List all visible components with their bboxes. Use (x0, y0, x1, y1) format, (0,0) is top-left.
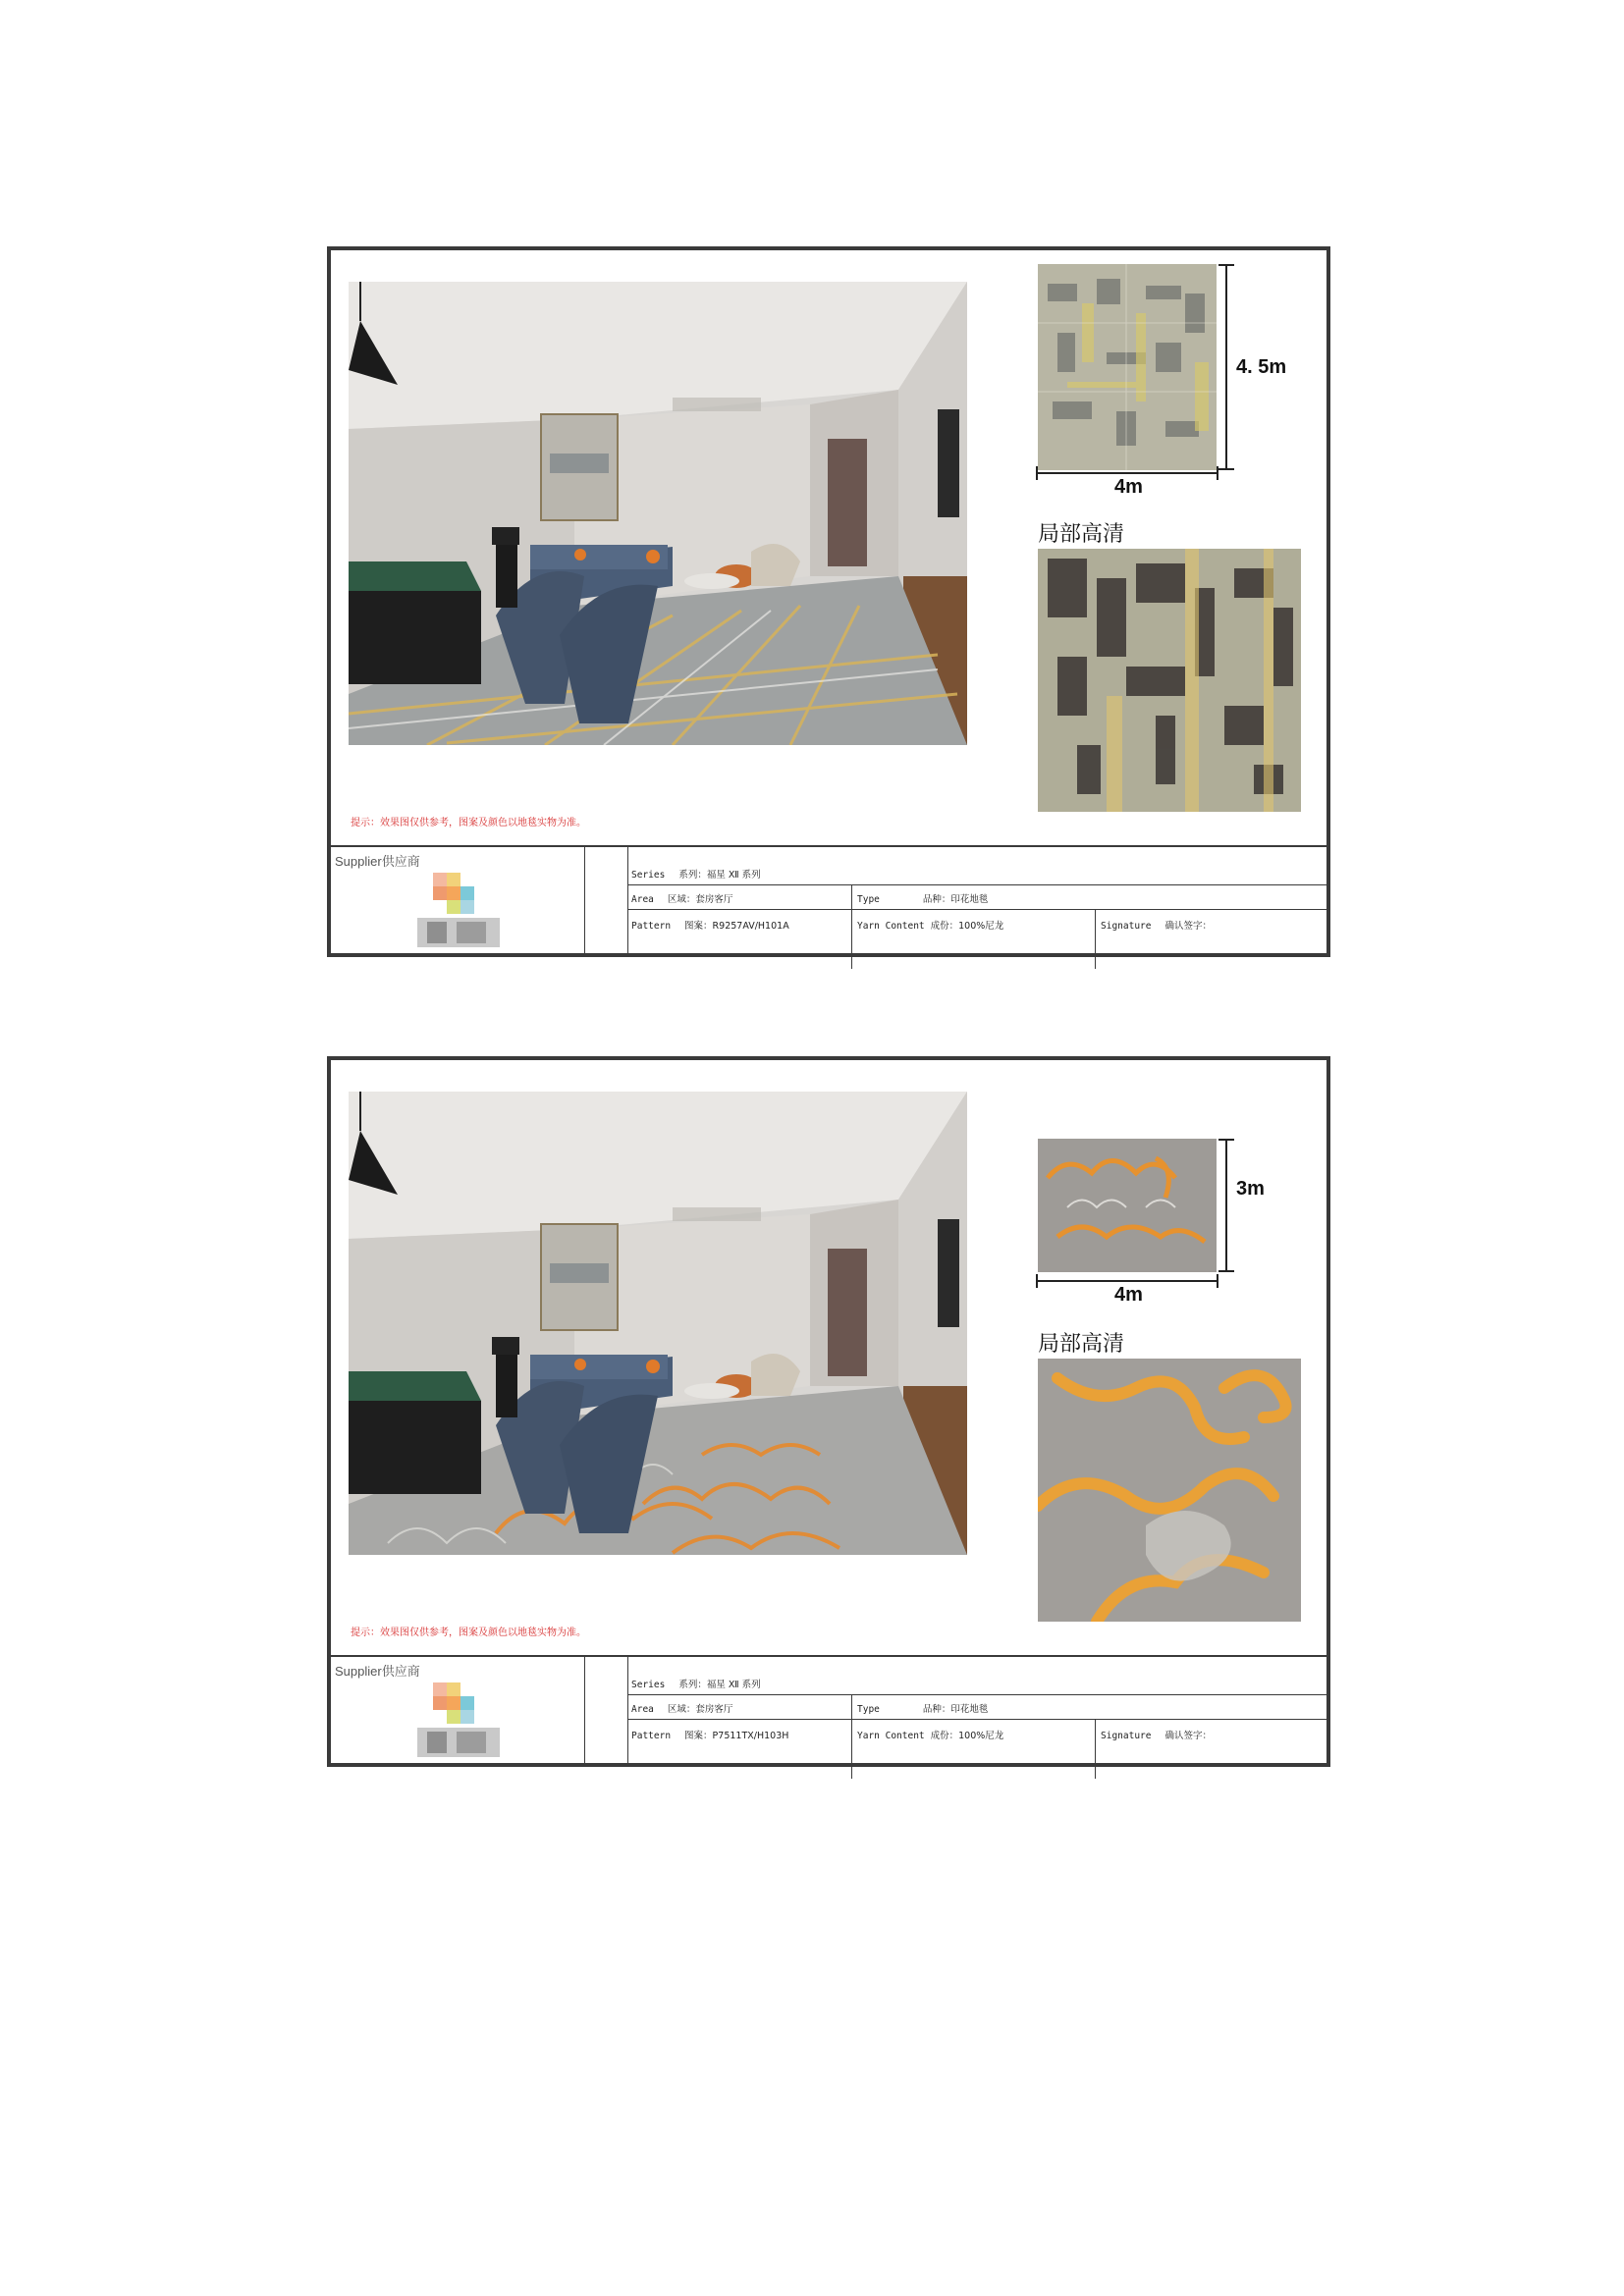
dimension-tick (1217, 466, 1218, 480)
signature-label: Signature (1101, 921, 1152, 932)
carpet-spec-sheet-2 (327, 1056, 1330, 1767)
supplier-label: Supplier供应商 (335, 1664, 420, 1679)
dimension-tick (1218, 1270, 1234, 1272)
signature-value[interactable]: 确认签字： (1164, 1731, 1212, 1741)
width-dimension-label: 4m (1114, 476, 1143, 498)
signature-field[interactable] (1101, 1728, 1212, 1741)
area-value: 区域：套房客厅 (667, 1704, 733, 1715)
supplier-cell (331, 1657, 585, 1763)
type-label: Type (857, 894, 880, 905)
detail-heading: 局部高清 (1038, 1332, 1125, 1357)
supplier-cell (331, 847, 585, 953)
series-field (631, 867, 761, 881)
series-label: Series (631, 1680, 666, 1690)
area-value: 区域：套房客厅 (667, 894, 733, 905)
type-field (857, 1701, 988, 1715)
type-label: Type (857, 1704, 880, 1715)
width-dimension-line (1036, 472, 1218, 474)
height-dimension-line (1225, 1139, 1227, 1272)
carpet-swatch-full (1038, 1139, 1217, 1272)
area-field (631, 891, 732, 905)
room-render-image (349, 1092, 967, 1555)
area-field (631, 1701, 732, 1715)
dimension-tick (1217, 1274, 1218, 1288)
signature-label: Signature (1101, 1731, 1152, 1741)
height-dimension-label: 4. 5m (1236, 356, 1287, 378)
title-block-spacer (584, 847, 628, 953)
supplier-logo-blurred (417, 1682, 500, 1763)
carpet-detail-closeup (1038, 549, 1301, 812)
series-value: 系列：福星 Ⅻ 系列 (678, 870, 761, 881)
signature-field[interactable] (1101, 918, 1212, 932)
yarn-field (857, 1728, 1003, 1741)
dimension-tick (1218, 264, 1234, 266)
yarn-label: Yarn Content (857, 1731, 925, 1741)
product-info (627, 847, 1326, 953)
height-dimension-label: 3m (1236, 1178, 1265, 1200)
pattern-field (631, 918, 789, 932)
type-value: 品种：印花地毯 (922, 1704, 989, 1715)
title-block-spacer (584, 1657, 628, 1763)
pattern-value: 图案：R9257AV/H101A (684, 921, 789, 932)
pattern-field (631, 1728, 788, 1741)
disclaimer-notice: 提示：效果图仅供参考，图案及颜色以地毯实物为准。 (351, 818, 586, 828)
pattern-label: Pattern (631, 921, 672, 932)
series-label: Series (631, 870, 666, 881)
height-dimension-line (1225, 264, 1227, 470)
carpet-swatch-full (1038, 264, 1217, 470)
yarn-field (857, 918, 1003, 932)
type-field (857, 891, 988, 905)
signature-value[interactable]: 确认签字： (1164, 921, 1212, 932)
room-render-image (349, 282, 967, 745)
carpet-detail-closeup (1038, 1359, 1301, 1622)
detail-heading: 局部高清 (1038, 522, 1125, 547)
supplier-logo-blurred (417, 873, 500, 953)
series-field (631, 1677, 761, 1690)
disclaimer-notice: 提示：效果图仅供参考，图案及颜色以地毯实物为准。 (351, 1628, 586, 1638)
product-info (627, 1657, 1326, 1763)
pattern-label: Pattern (631, 1731, 672, 1741)
title-block (331, 845, 1326, 953)
yarn-value: 成份：100%尼龙 (930, 921, 1004, 932)
carpet-spec-sheet-1 (327, 246, 1330, 957)
supplier-label: Supplier供应商 (335, 854, 420, 869)
dimension-tick (1036, 1274, 1038, 1288)
area-label: Area (631, 894, 654, 905)
dimension-tick (1218, 468, 1234, 470)
dimension-tick (1218, 1139, 1234, 1141)
width-dimension-line (1036, 1280, 1218, 1282)
title-block (331, 1655, 1326, 1763)
dimension-tick (1036, 466, 1038, 480)
yarn-value: 成份：100%尼龙 (930, 1731, 1004, 1741)
yarn-label: Yarn Content (857, 921, 925, 932)
area-label: Area (631, 1704, 654, 1715)
series-value: 系列：福星 Ⅻ 系列 (678, 1680, 761, 1690)
width-dimension-label: 4m (1114, 1284, 1143, 1306)
type-value: 品种：印花地毯 (922, 894, 989, 905)
pattern-value: 图案：P7511TX/H103H (684, 1731, 789, 1741)
